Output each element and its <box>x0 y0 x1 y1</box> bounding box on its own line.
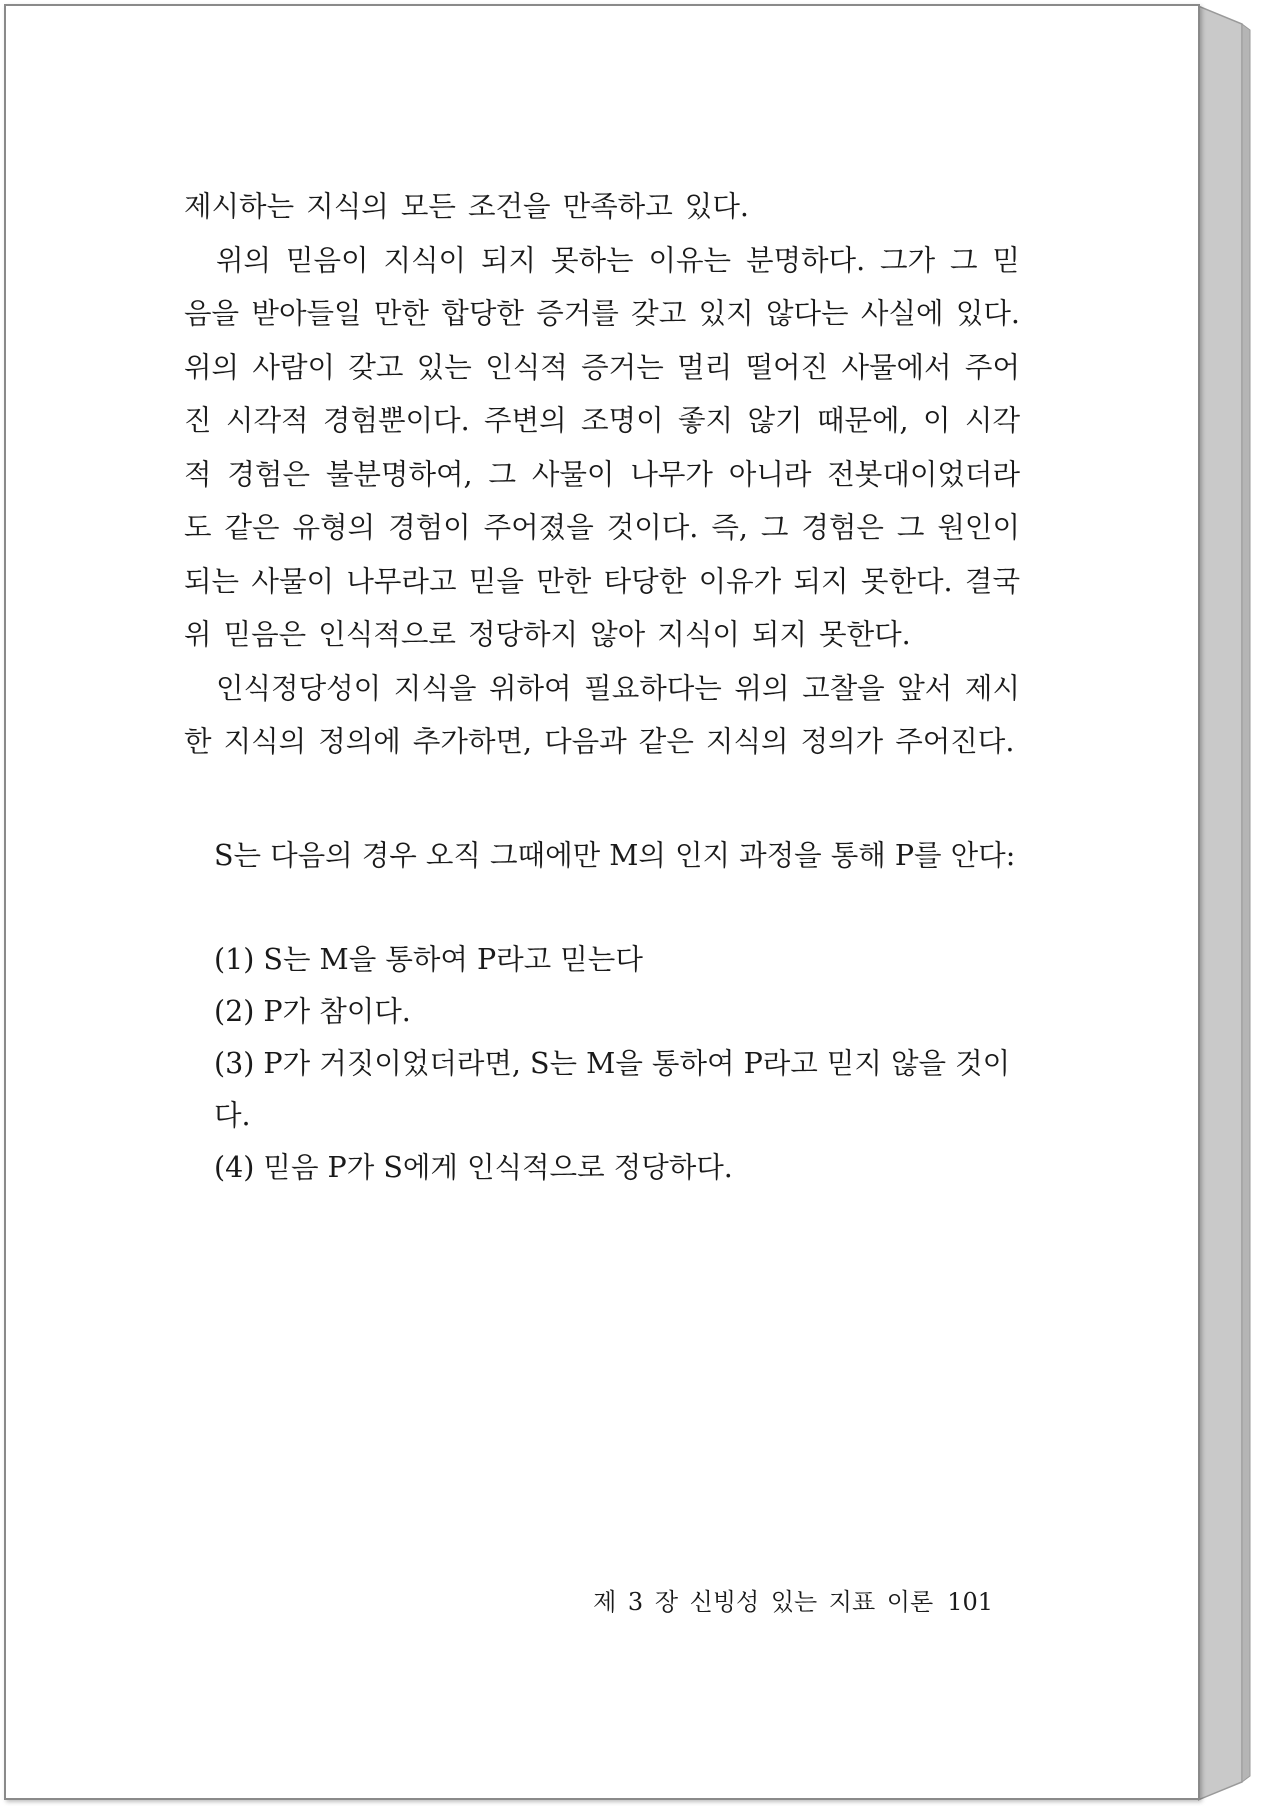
paragraph-continuation: 제시하는 지식의 모든 조건을 만족하고 있다. <box>184 190 749 223</box>
condition-item: (1) S는 M을 통하여 P라고 믿는다 <box>214 943 643 976</box>
knowledge-definition: S는 다음의 경우 오직 그때에만 M의 인지 과정을 통해 P를 안다: <box>214 838 1016 872</box>
page-edge-stack <box>1198 0 1254 1806</box>
definition-conditions-list <box>214 934 1020 1194</box>
running-footer <box>0 1582 993 1617</box>
chapter-title: 제 3 장 신빙성 있는 지표 이론 <box>593 1588 934 1616</box>
condition-item: (2) P가 참이다. <box>214 995 411 1028</box>
paragraph-knowledge-definition-intro: 인식정당성이 지식을 위하여 필요하다는 위의 고찰을 앞서 제시한 지식의 정의에 추가하면, 다음과 같은 지식의 정의가 주어진다. <box>184 671 1020 758</box>
paragraph-reason: 위의 믿음이 지식이 되지 못하는 이유는 분명하다. 그가 그 믿음을 받아들일 만한 합당한 증거를 갖고 있지 않다는 사실에 있다. 위의 사람이 갖고 있는 인식적 증거는 멀리 떨어진 사물에서 주어진 시각적 경험뿐이다. 주변의 조명이 좋지 않기 때문에, 이 시각적 경험은 불분명하여, 그 사물이 나무가 아니라 전봇대이었더라도 같은 유형의 경험이 주어졌을 것이다. 즉, 그 경험은 그 원인이 되는 사물이 나무라고 믿을 만한 타당한 이유가 되지 못한다. 결국 위 믿음은 인식적으로 정당하지 않아 지식이 되지 못한다. <box>184 243 1020 651</box>
page-body <box>184 180 1020 1194</box>
page-number: 101 <box>947 1588 993 1616</box>
condition-item: (3) P가 거짓이었더라면, S는 M을 통하여 P라고 믿지 않을 것이다. <box>214 1047 1011 1132</box>
condition-item: (4) 믿음 P가 S에게 인식적으로 정당하다. <box>214 1151 733 1184</box>
